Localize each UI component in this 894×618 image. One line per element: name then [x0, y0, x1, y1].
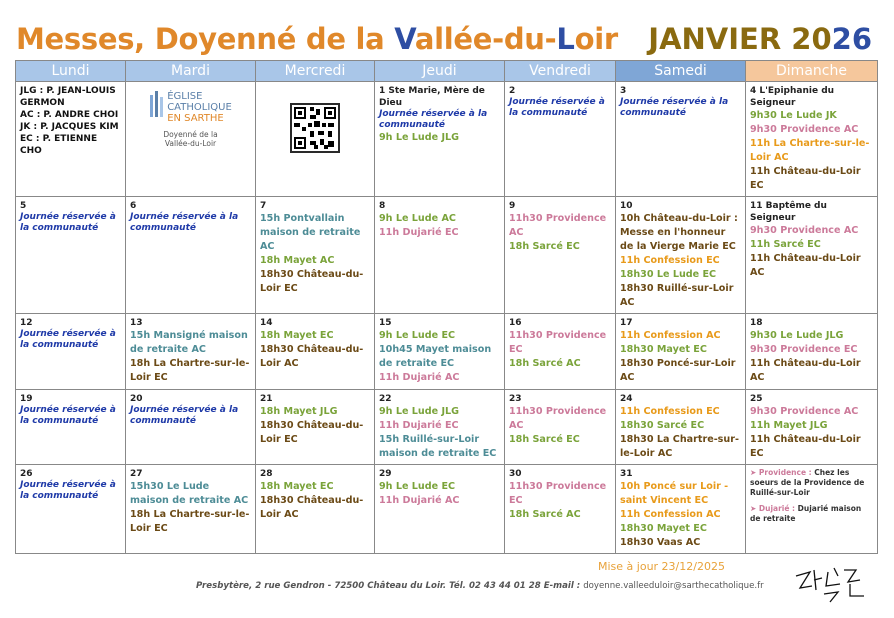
day-cell-16 — [505, 314, 616, 389]
church-logo — [130, 91, 251, 124]
legend-jlg: JLG : P. JEAN-LOUIS GERMON — [20, 86, 116, 108]
legend-ec: EC : P. ETIENNE CHO — [20, 134, 98, 156]
mass-event: 11h La Chartre-sur-le-Loir AC — [750, 138, 870, 163]
mass-event: 10h Poncé sur Loir - saint Vincent EC — [620, 480, 729, 506]
note-providence: ➤ Providence : Chez les soeurs de la Providence de Ruillé-sur-Loir — [750, 467, 865, 497]
day-number: 13 — [130, 318, 143, 329]
logo-cell — [126, 82, 256, 197]
day-number: 18 — [750, 318, 763, 329]
reserved-note: Journée réservée à la communauté — [20, 329, 116, 351]
day-number: 6 — [130, 201, 137, 212]
day-number: 16 — [509, 318, 522, 329]
day-cell-8 — [375, 197, 505, 314]
day-number: 22 — [379, 393, 392, 404]
day-cell-7 — [256, 197, 375, 314]
day-number: 20 — [130, 393, 143, 404]
logo-sub-2: Vallée-du-Loir — [164, 139, 217, 148]
week-row-4 — [16, 389, 878, 464]
logo-line-2: CATHOLIQUE — [167, 102, 232, 113]
day-cell-18 — [746, 314, 878, 389]
day-cell-12 — [16, 314, 126, 389]
mass-event: 18h Mayet EC — [260, 480, 334, 492]
mass-event: 18h30 Mayet EC — [620, 522, 707, 534]
day-number: 12 — [20, 318, 33, 329]
update-date: Mise à jour 23/12/2025 — [598, 560, 725, 573]
mass-event: 18h Mayet EC — [260, 330, 334, 342]
mass-event: 11h Château-du-Loir AC — [750, 358, 861, 384]
day-number: 15 — [379, 318, 392, 329]
day-number: 14 — [260, 318, 273, 329]
qr-code-icon — [290, 103, 340, 153]
day-number: 3 — [620, 86, 627, 96]
mass-event: 11h Mayet JLG — [750, 419, 828, 431]
day-number: 26 — [20, 468, 33, 479]
mass-event: 18h30 Château-du-Loir AC — [260, 494, 364, 520]
day-cell-6 — [126, 197, 256, 314]
reserved-note: Journée réservée à la communauté — [509, 97, 605, 118]
reserved-note: Journée réservée à la communauté — [130, 404, 239, 426]
day-cell-23 — [505, 389, 616, 464]
mass-event: 15h30 Le Lude maison de retraite AC — [130, 480, 249, 506]
mass-event: 18h Sarcé AC — [509, 508, 581, 520]
mass-event: 10h Château-du-Loir : Messe en l'honneur de la Vierge Marie EC — [620, 213, 738, 253]
day-cell-30 — [505, 464, 616, 553]
day-number: 5 — [20, 201, 27, 212]
mass-event: 11h Château-du-Loir AC — [750, 253, 861, 279]
day-cell-10 — [616, 197, 746, 314]
day-number: 7 — [260, 201, 267, 212]
logo-line-3: EN SARTHE — [167, 113, 224, 124]
reserved-note: Journée réservée à la communauté — [130, 212, 239, 234]
mass-event: 11h30 Providence EC — [509, 330, 607, 356]
header-wednesday: Mercredi — [256, 61, 375, 82]
week-row-1 — [16, 82, 878, 197]
header-tuesday: Mardi — [126, 61, 256, 82]
church-logo-icon — [149, 91, 165, 121]
week-row-3 — [16, 314, 878, 389]
mass-event: 9h30 Le Lude JLG — [750, 330, 844, 342]
day-number: 30 — [509, 468, 522, 479]
mass-event: 18h La Chartre-sur-le-Loir EC — [130, 508, 250, 534]
day-number: 23 — [509, 393, 522, 404]
mass-event: 18h Sarcé EC — [509, 433, 580, 445]
logo-sub-1: Doyenné de la — [163, 130, 218, 139]
day-number: 8 — [379, 201, 386, 212]
mass-event: 11h30 Providence AC — [509, 405, 607, 431]
mass-event: 11h Dujarié AC — [379, 372, 460, 384]
mass-event: 18h30 La Chartre-sur-le-Loir AC — [620, 433, 739, 459]
day-number: 29 — [379, 468, 392, 479]
mass-event: 18h30 Château-du-Loir AC — [260, 344, 364, 370]
mass-event: 18h Mayet JLG — [260, 405, 338, 417]
day-cell-3 — [616, 82, 746, 197]
reserved-note: Journée réservée à la communauté — [620, 97, 729, 118]
day-cell-26 — [16, 464, 126, 553]
reserved-note: Journée réservée à la communauté — [20, 479, 116, 501]
month-title: JANVIER 2026 — [648, 22, 872, 56]
mass-event: 18h30 Château-du-Loir EC — [260, 269, 364, 295]
day-number: 31 — [620, 468, 633, 479]
day-cell-22 — [375, 389, 505, 464]
weekday-header-row — [16, 61, 878, 82]
mass-event: 11h Confession AC — [620, 330, 721, 342]
day-cell-17 — [616, 314, 746, 389]
day-cell-19 — [16, 389, 126, 464]
mass-event: 18h30 Le Lude EC — [620, 269, 717, 281]
logo-line-1: ÉGLISE — [167, 91, 203, 102]
day-number: 2 — [509, 86, 516, 96]
mass-event: 11h Confession EC — [620, 255, 720, 267]
day-cell-25 — [746, 389, 878, 464]
footer-address: Presbytère, 2 rue Gendron - 72500 Château du Loir. Tél. 02 43 44 01 28 E-mail : doyenne.valleeduloir@sarthecatholique.fr — [196, 581, 764, 591]
mass-event: 9h Le Lude AC — [379, 213, 456, 225]
day-cell-28 — [256, 464, 375, 553]
day-cell-9 — [505, 197, 616, 314]
reserved-note: Journée réservée à la communauté — [20, 404, 116, 426]
day-cell-24 — [616, 389, 746, 464]
day-number: 28 — [260, 468, 273, 479]
mass-event: 9h Le Lude EC — [379, 480, 456, 492]
week-row-5 — [16, 464, 878, 553]
day-cell-14 — [256, 314, 375, 389]
day-number: 17 — [620, 318, 633, 329]
mass-event: 11h Confession AC — [620, 508, 721, 520]
day-cell-2 — [505, 82, 616, 197]
mass-event: 18h30 Mayet EC — [620, 344, 707, 356]
page-title: Messes, Doyenné de la Vallée-du-Loir — [16, 22, 618, 56]
day-cell-1 — [375, 82, 505, 197]
mass-event: 18h30 Château-du-Loir EC — [260, 419, 364, 445]
day-number: 25 — [750, 393, 763, 404]
mass-event: 18h Mayet AC — [260, 255, 335, 267]
header-monday: Lundi — [16, 61, 126, 82]
day-number: 10 — [620, 201, 633, 212]
day-cell-21 — [256, 389, 375, 464]
day-cell-13 — [126, 314, 256, 389]
mass-event: 18h Sarcé EC — [509, 241, 580, 253]
mass-event: 9h Le Lude EC — [379, 330, 456, 342]
mass-event: 10h45 Mayet maison de retraite EC — [379, 344, 492, 370]
day-number: 27 — [130, 468, 143, 479]
mass-event: 11h Sarcé EC — [750, 239, 821, 251]
mass-event: 18h30 Sarcé EC — [620, 419, 705, 431]
week-row-2 — [16, 197, 878, 314]
legend-cell — [16, 82, 126, 197]
mass-event: 15h Mansigné maison de retraite AC — [130, 330, 248, 356]
day-number: 1 Ste Marie, Mère de Dieu — [379, 86, 485, 108]
day-cell-29 — [375, 464, 505, 553]
mass-event: 11h Confession EC — [620, 405, 720, 417]
day-cell-4 — [746, 82, 878, 197]
mass-event: 9h Le Lude JLG — [379, 132, 460, 143]
mass-event: 15h Pontvallain maison de retraite AC — [260, 213, 361, 253]
note-dujarie: ➤ Dujarié : Dujarié maison de retraite — [750, 503, 862, 523]
day-number: 11 Baptême du Seigneur — [750, 201, 827, 224]
mass-event: 9h30 Le Lude JK — [750, 110, 837, 121]
legend-ac: AC : P. ANDRE CHOI — [20, 110, 119, 120]
mass-event: 11h30 Providence EC — [509, 480, 607, 506]
day-cell-11 — [746, 197, 878, 314]
mass-event: 9h30 Providence AC — [750, 124, 859, 135]
mass-event: 11h Dujarié EC — [379, 227, 459, 239]
mass-event: 18h Sarcé AC — [509, 358, 581, 370]
header-sunday: Dimanche — [746, 61, 878, 82]
mass-event: 9h30 Providence AC — [750, 225, 859, 237]
notes-cell — [746, 464, 878, 553]
mass-event: 9h30 Providence EC — [750, 344, 858, 356]
day-cell-27 — [126, 464, 256, 553]
mass-event: 15h Ruillé-sur-Loir maison de retraite EC — [379, 433, 497, 459]
day-number: 24 — [620, 393, 633, 404]
day-cell-31 — [616, 464, 746, 553]
day-number: 21 — [260, 393, 273, 404]
mass-event: 9h30 Providence AC — [750, 405, 859, 417]
legend-jk: JK : P. JACQUES KIM — [20, 122, 119, 132]
mass-event: 11h Dujarié AC — [379, 494, 460, 506]
mass-event: 18h30 Ruillé-sur-Loir AC — [620, 283, 734, 309]
mass-event: 18h30 Vaas AC — [620, 536, 701, 548]
reserved-note: Journée réservée à la communauté — [379, 109, 488, 130]
qr-cell — [256, 82, 375, 197]
mass-event: 9h Le Lude JLG — [379, 405, 460, 417]
day-number: 19 — [20, 393, 33, 404]
email-link[interactable]: doyenne.valleeduloir@sarthecatholique.fr — [583, 581, 764, 591]
mass-event: 18h30 Poncé-sur-Loir AC — [620, 358, 736, 384]
mass-event: 11h30 Providence AC — [509, 213, 607, 239]
day-number: 9 — [509, 201, 516, 212]
mass-event: 11h Château-du-Loir EC — [750, 433, 861, 459]
day-cell-5 — [16, 197, 126, 314]
mass-event: 11h Dujarié EC — [379, 419, 459, 431]
header-saturday: Samedi — [616, 61, 746, 82]
mass-event: 18h La Chartre-sur-le-Loir EC — [130, 358, 250, 384]
signature-icon — [790, 562, 870, 606]
calendar-table — [15, 60, 878, 554]
header-friday: Vendredi — [505, 61, 616, 82]
day-cell-15 — [375, 314, 505, 389]
day-number: 4 L'Epiphanie du Seigneur — [750, 86, 835, 108]
header-thursday: Jeudi — [375, 61, 505, 82]
mass-event: 11h Château-du-Loir EC — [750, 166, 861, 191]
reserved-note: Journée réservée à la communauté — [20, 212, 116, 234]
day-cell-20 — [126, 389, 256, 464]
